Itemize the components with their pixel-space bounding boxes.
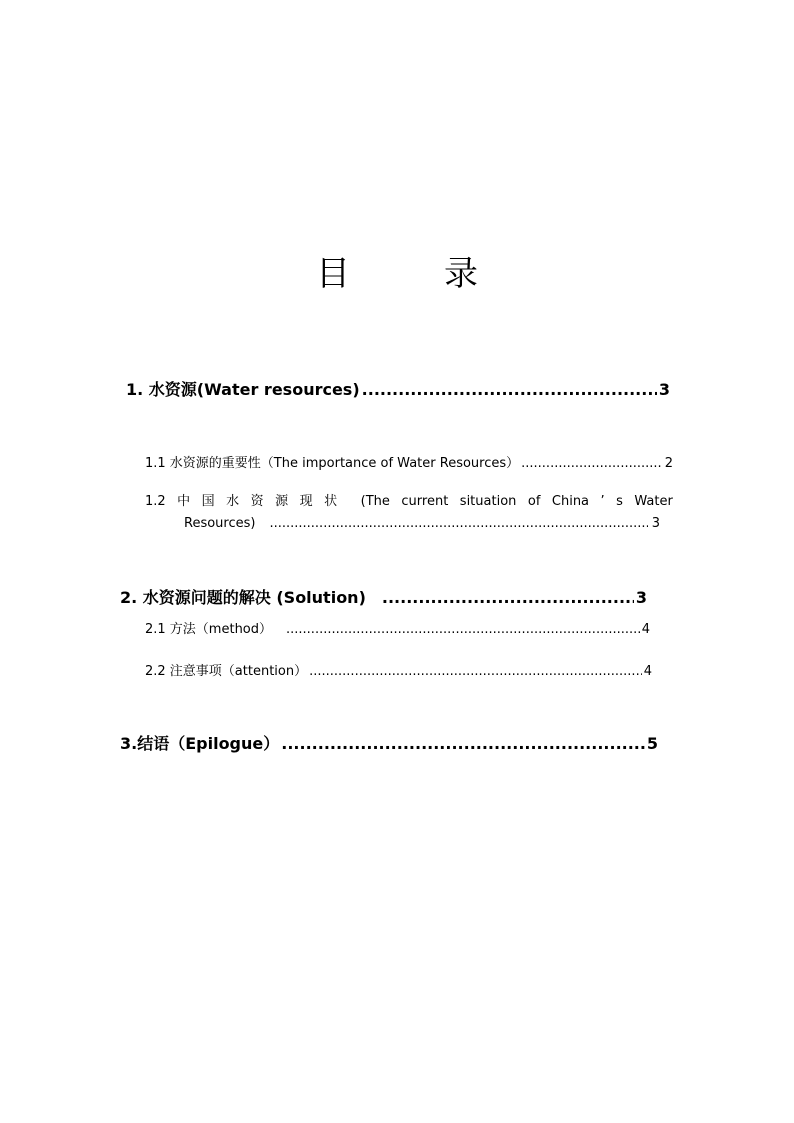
toc-leader-dots — [521, 456, 663, 471]
toc-entry-label: 3.结语（Epilogue） — [120, 734, 280, 753]
toc-word: 源 — [275, 494, 289, 509]
toc-word: 资 — [250, 494, 264, 509]
toc-page-number: 3 — [651, 516, 660, 531]
toc-entry-label: 1. 水资源(Water resources) — [126, 380, 360, 399]
toc-entry-2-2[interactable] — [145, 660, 652, 679]
toc-word: of — [527, 494, 541, 509]
toc-leader-dots — [309, 664, 642, 679]
toc-word: 1.2 — [145, 494, 166, 509]
toc-entry-label: 2.2 注意事项（attention） — [145, 664, 308, 679]
toc-leader-dots — [362, 380, 657, 399]
toc-entry-label-line1 — [145, 492, 673, 512]
toc-page-number: 3 — [635, 588, 647, 607]
toc-leader-dots — [382, 588, 634, 607]
toc-word: current — [401, 494, 449, 509]
toc-title: 目 录 — [316, 254, 508, 294]
toc-entry-label: 2.1 方法（method） — [145, 622, 273, 637]
toc-word: Water — [634, 494, 673, 509]
toc-page-number: 3 — [658, 380, 670, 399]
toc-leader-dots — [269, 514, 647, 534]
toc-entry-label: Resources) — [184, 516, 256, 531]
toc-word: 中 — [177, 494, 191, 509]
toc-word: 国 — [201, 494, 215, 509]
toc-entry-1-2[interactable] — [145, 492, 673, 534]
toc-entry-1[interactable] — [126, 377, 670, 400]
toc-entry-label: 2. 水资源问题的解决 (Solution) — [120, 588, 366, 607]
toc-page-number: 2 — [664, 456, 673, 471]
toc-word: 现 — [299, 494, 313, 509]
toc-page-number: 4 — [643, 664, 652, 679]
toc-entry-label: 1.1 水资源的重要性（The importance of Water Resources） — [145, 456, 520, 471]
toc-entry-2-1[interactable] — [145, 618, 650, 637]
toc-word: ’ — [600, 494, 605, 509]
toc-leader-dots — [281, 734, 645, 753]
toc-entry-2[interactable] — [120, 585, 647, 608]
toc-entry-1-1[interactable] — [145, 452, 673, 471]
toc-word: 水 — [226, 494, 240, 509]
toc-entry-3[interactable] — [120, 731, 658, 754]
toc-word: s — [616, 494, 623, 509]
toc-entry-label-line2 — [145, 514, 673, 534]
toc-word: (The — [360, 494, 390, 509]
toc-word: China — [551, 494, 590, 509]
toc-page-number: 4 — [641, 622, 650, 637]
toc-page-number: 5 — [646, 734, 658, 753]
toc-word: 状 — [324, 494, 338, 509]
toc-word: situation — [459, 494, 517, 509]
toc-leader-dots — [286, 622, 640, 637]
